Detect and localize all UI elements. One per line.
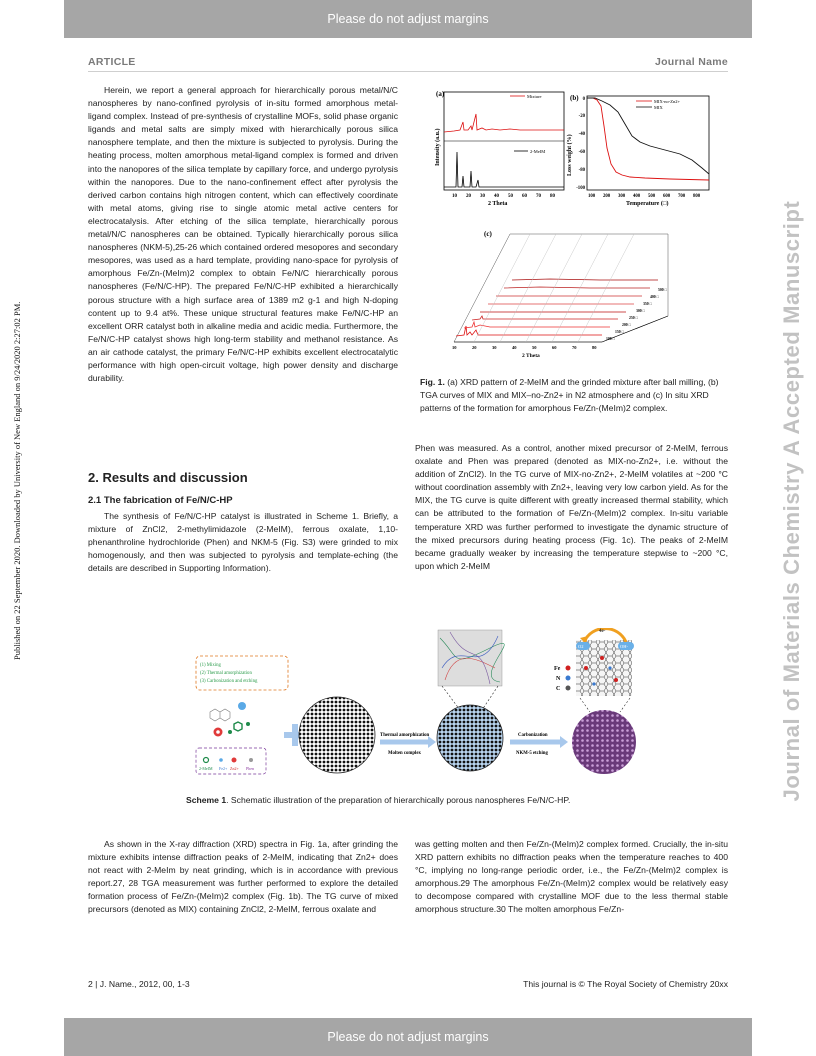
bottom-margin-banner: Please do not adjust margins (64, 1018, 752, 1056)
panel-b-ytick: -20 (578, 114, 585, 119)
arrow1-label-top: Thermal amorphization (380, 733, 430, 738)
scheme-1-caption-label: Scheme 1 (186, 795, 227, 805)
arrow1-label-bottom: Molten complex (388, 751, 421, 756)
panel-a-tick: 40 (494, 194, 499, 199)
panel-c-xtick: 60 (552, 345, 557, 350)
legend-mix-no-zn: MIX-no-Zn2+ (654, 99, 681, 104)
panel-b-xtick: 700 (678, 194, 686, 199)
legend-mixture: Mixture (527, 94, 542, 99)
legend-2-meim: 2-MeIM (530, 149, 546, 154)
panel-c-xlabel: 2 Theta (522, 353, 540, 359)
panel-b-ytick: -40 (578, 132, 585, 137)
panel-c-temp: 200 □ (622, 323, 631, 327)
panel-c-xtick: 10 (452, 345, 457, 350)
nkm5-template-sphere (299, 697, 375, 773)
polymer-network-inset (438, 630, 502, 686)
subsection-heading: 2.1 The fabrication of Fe/N/C-HP (88, 495, 233, 506)
fe-n-c-hp-sphere (572, 710, 636, 774)
panel-c-temp: 150 □ (615, 330, 624, 334)
panel-b-ylabel: Loss weight (%) (567, 134, 573, 176)
panel-b-ytick: -80 (578, 168, 585, 173)
intro-paragraph: Herein, we report a general approach for hierarchically porous metal/N/C nanospheres by nano-confined pyrolysis of in-situ formed amorphous metal-ligand complex. Instead of pre-synthesis of crystalline MOFs, solid phase organic ligands and metal salts are simply mixed with hierarchically porous silica nanosphere template, and then the mixture is subjected to pyrolysis. During the heating process, molten amorphous metal-ligand complex is formed and driven into the nanopores of the silica template by capillary force, and undergo pyrolysis within the nanopores. Due to the nano-confinement effect after pyrolysis the derived carbon contains high nitrogen content, which can effectively coordinate with metal atoms, giving rise to single atomic metal active centers for electrocatalysis. After etching of the silica template, hierarchically porous metal/N/C nanospheres can be obtained. Typically hierarchically porous silica nanospheres (NKM-5),25-26 which contained ordered mesopores and secondary mesopores, was used as a hard template, providing nano-space for pyrolysis of amorphous Fe/Zn-(MeIm)2 complex to obtain Fe/N/C hierarchically porous nanospheres (Fe/N/C-HP). The prepared Fe/N/C-HP exhibited a hierarchically porous structure with a high surface area of 1389 m2 g-1 and high N-doping content up to 9.4 at%. These unique structural features make Fe/N/C-HP an excellent ORR catalyst both in alkaline media and acidic media. Furthermore, the Fe/N/C-HP catalyst shows high long-term stability and methanol resistance. As an air cathode catalyst, the primary Fe/N/C-HP exhibits excellent electrocatalytic performance with high open-circuit voltage, high power density and discharge durability. (88, 85, 398, 384)
accepted-manuscript-watermark: Journal of Materials Chemistry A Accepted Manuscript (779, 200, 804, 802)
electron-label: 4e- (599, 629, 606, 634)
panel-b-xlabel: Temperature (□) (626, 201, 669, 207)
o2-label: O2 (578, 644, 584, 649)
panel-c-xtick: 50 (532, 345, 537, 350)
bottom-right-text (415, 838, 728, 917)
panel-c-temp: 350 □ (643, 302, 652, 306)
panel-a-xrd (434, 90, 564, 207)
synthesis-paragraph-block (88, 510, 398, 575)
scheme-step-1: (1) Mixing (200, 663, 221, 668)
panel-b-xtick: 500 (648, 194, 656, 199)
panel-a-tick: 30 (480, 194, 485, 199)
panel-b-ytick: -60 (578, 150, 585, 155)
atom-n-label: N (556, 676, 561, 682)
arrow2-label-top: Carbonization (518, 733, 548, 738)
panel-a-tick: 60 (522, 194, 527, 199)
bottom-left-paragraph: As shown in the X-ray diffraction (XRD) spectra in Fig. 1a, after grinding the mixture exhibits intense diffraction peaks of 2-MeIM, indicating that Zn2+ does not react with 2-MeIm by neat grinding, which is in accordance with previous report.27, 28 TGA measurement was further performed to explore the detailed formation process of Fe/Zn-(MeIm)2 complex (Fig. 1b). The TG curve of mixed precursors (denoted as MIX) containing ZnCl2, 2-MeIM, ferrous oxalate and (88, 839, 398, 915)
panel-b-ytick: -100 (576, 186, 585, 191)
panel-c-temp: 100 □ (606, 337, 615, 341)
legend-2-meim-label: 2-MeIM (199, 766, 213, 771)
panel-c-label: (c) (484, 230, 492, 238)
molten-complex-sphere (437, 705, 503, 771)
legend-zn-label: Zn2+ (230, 766, 239, 771)
legend-phen-label: Phen (246, 766, 254, 771)
article-label: ARTICLE (88, 56, 136, 68)
panel-a-tick: 70 (536, 194, 541, 199)
scheme-step-2: (2) Thermal amorphization (200, 671, 252, 676)
panel-c-in-situ-xrd (452, 230, 668, 359)
panel-a-tick: 50 (508, 194, 513, 199)
oh-label: OH- (620, 644, 628, 649)
arrow2-label-bottom: NKM-5 etching (516, 751, 548, 756)
panel-b-xtick: 600 (663, 194, 671, 199)
figure-1-caption-label: Fig. 1. (420, 377, 445, 387)
scheme-1 (190, 628, 650, 788)
page-footer-copyright: This journal is © The Royal Society of Chemistry 20xx (523, 979, 728, 989)
panel-c-temp: 300 □ (636, 309, 645, 313)
panel-b-tga (566, 94, 709, 207)
header-rule (88, 71, 728, 72)
scheme-step-3: (3) Carbonization and etching (200, 679, 258, 684)
panel-c-temp: 400 □ (650, 295, 659, 299)
synthesis-paragraph: The synthesis of Fe/N/C-HP catalyst is illustrated in Scheme 1. Briefly, a mixture of ZnCl2, 2-methylimidazole (2-MeIM), ferrous oxalate, 1,10-phenanthroline hydrochloride (Phen) and NKM-5 (Fig. S3) were grinded to mix homogenously, and then was subjected to pyrolysis and template-eching (the details are described in Supporting Information). (88, 511, 398, 574)
download-notice: Published on 22 September 2020. Downloaded by University of New England on 9/24/2020 2:27:02 PM. (12, 301, 22, 660)
scheme-1-caption (186, 795, 570, 805)
legend-fe-label: Fe2+ (219, 766, 228, 771)
panel-c-xtick: 40 (512, 345, 517, 350)
figure-1 (430, 86, 720, 362)
panel-b-xtick: 100 (588, 194, 596, 199)
figure-1-caption-text: (a) XRD pattern of 2-MeIM and the grinded mixture after ball milling, (b) TGA curves of MIX and MIX–no-Zn2+ in N2 atmosphere and (c) In situ XRD patterns of the formation for amorphous Fe/Zn-(MeIm)2 complex. (420, 377, 719, 413)
figure-1-caption (420, 376, 730, 415)
journal-name: Journal Name (654, 56, 728, 68)
atom-c-label: C (556, 686, 561, 692)
panel-a-xlabel: 2 Theta (488, 201, 508, 207)
panel-b-ytick: 0 (582, 97, 585, 102)
page-footer-citation: 2 | J. Name., 2012, 00, 1-3 (88, 979, 190, 989)
panel-c-xtick: 30 (492, 345, 497, 350)
panel-a-tick: 80 (550, 194, 555, 199)
panel-a-tick: 20 (466, 194, 471, 199)
panel-b-xtick: 200 (603, 194, 611, 199)
panel-c-temp: 250 □ (629, 316, 638, 320)
panel-c-xtick: 80 (592, 345, 597, 350)
section-heading: 2. Results and discussion (88, 470, 248, 485)
right-column-paragraph: Phen was measured. As a control, another mixed precursor of 2-MeIM, ferrous oxalate and Phen was prepared (denoted as MIX-no-Zn2+, i.e. without the addition of ZnCl2). In the TG curve of MIX-no-Zn2+, 2-MeIM volatiles at ~200 °C without coordination assembly with Zn2+, leaving very low carbon yield. As for the MIX, the TG curve is quite different with greatly increased thermal stability, which can be attributed to the formation of Fe/Zn-(MeIm)2 complex. In-situ variable temperature XRD was further performed to investigate the dynamic structure of the mixed precursors during heating process (Fig. 1c). The peaks of 2-MeIM became gradually weaker by increasing the temperature stepwise to ~200 °C, upon which 2-MeIM (415, 443, 728, 571)
panel-a-label: (a) (436, 90, 445, 98)
panel-c-temp: 500 □ (658, 288, 667, 292)
atom-fe-label: Fe (554, 666, 561, 672)
panel-b-xtick: 300 (618, 194, 626, 199)
legend-mix: MIX (654, 105, 663, 110)
right-column-text (415, 442, 728, 573)
panel-b-label: (b) (570, 94, 579, 102)
panel-b-xtick: 800 (693, 194, 701, 199)
bottom-right-paragraph: was getting molten and then Fe/Zn-(MeIm)2 complex formed. Crucially, the in-situ XRD pattern exhibits no diffraction peaks when the temperature reaches to 400 °C, implying no long-range periodic order, i.e., the Fe/Zn-(MeIm)2 complex is amorphous.29 The amorphous Fe/Zn-(MeIm)2 complex would be relatively easy to decompose compared with crystalline MOF due to the less thermal stable amorphous structure.30 The molten amorphous Fe/Zn- (415, 839, 728, 915)
bottom-left-text (88, 838, 398, 917)
panel-c-xtick: 70 (572, 345, 577, 350)
panel-a-tick: 10 (452, 194, 457, 199)
panel-b-xtick: 400 (633, 194, 641, 199)
top-margin-banner: Please do not adjust margins (64, 0, 752, 38)
intro-paragraph-block (88, 84, 398, 385)
panel-a-ylabel: Intensity (a.u.) (435, 128, 441, 166)
panel-c-xtick: 20 (472, 345, 477, 350)
precursor-molecules (210, 702, 250, 737)
scheme-1-caption-text: . Schematic illustration of the preparation of hierarchically porous nanospheres Fe/N/C-HP. (226, 795, 571, 805)
